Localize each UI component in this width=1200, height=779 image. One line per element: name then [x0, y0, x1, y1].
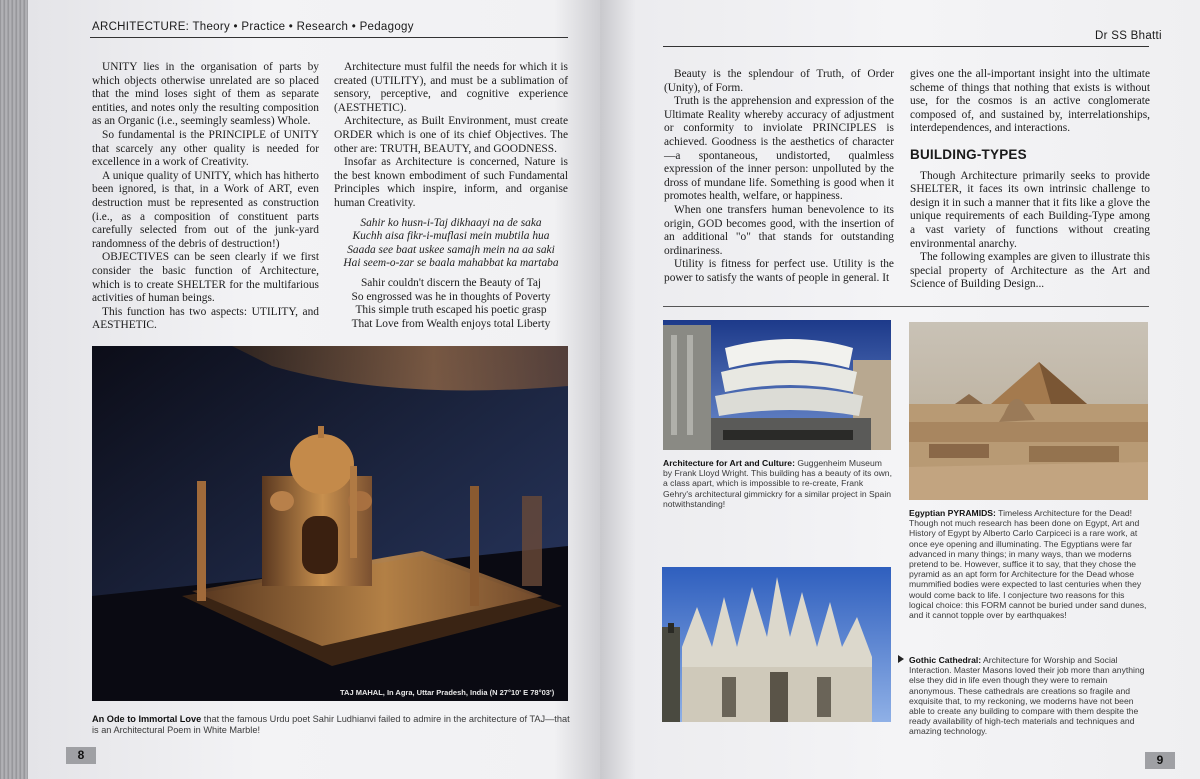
- guggenheim-caption: [663, 458, 893, 509]
- caption-bold: Gothic Cathedral:: [909, 655, 982, 665]
- paragraph: So fundamental is the PRINCIPLE of UNITY that scarcely any other quality is needed for excellence in a work of Creativity.: [92, 128, 319, 169]
- verse-line: Kuchh aisa fikr-i-muflasi mein mubtila hua: [352, 230, 550, 243]
- verse-line: That Love from Wealth enjoys total Liberty: [351, 317, 551, 330]
- caption-text: Guggenheim Museum by Frank Lloyd Wright. This building has a beauty of its own, a class apart, which is impossible to re-create, Frank Gehry's architectural gimmickry for a similar project in Spain notwithstanding!: [663, 458, 892, 509]
- paragraph: A unique quality of UNITY, which has hitherto been ignored, is that, in a Work of ART, even destruction must be represented as construction (i.e., as a composition of constituent parts carefully selected from out of the junk-yard randomness of the debris of destruction!): [92, 169, 319, 250]
- english-verse: [334, 277, 568, 331]
- guggenheim-photo: [663, 320, 891, 450]
- verse-line: Hai seem-o-zar se baala mahabbat ka martaba: [343, 257, 559, 270]
- pyramids-caption: [909, 508, 1149, 620]
- paragraph: OBJECTIVES can be seen clearly if we first consider the basic function of Architecture, which is to create SHELTER for the multifarious activities of human beings.: [92, 251, 319, 305]
- taj-mahal-photo: [92, 346, 568, 701]
- right-head-rule: [663, 46, 1149, 47]
- paragraph: Utility is fitness for perfect use. Utility is the power to satisfy the wants of people in general. It: [664, 258, 894, 284]
- gothic-caption: [909, 655, 1149, 737]
- section-divider: [663, 306, 1149, 307]
- caption-text: Timeless Architecture for the Dead! Though not much research has been done on Egypt, Art and History of Egypt by Alberto Carlo Carpiceci is a rare work, at once eye opening and illuminating. The Egyptians were far advanced in many things; in many ways, than we moderns pretend to be. However, suffice it to say, that they chose the pyramid as an apt form for Architecture for the Dead whose mummified bodies were expected to last centuries when they would come back to life. I conjecture two reasons for this logical choice: this FORM cannot be buried under sand dunes, and it cannot topple over by earthquakes!: [909, 508, 1147, 621]
- section-heading: BUILDING-TYPES: [910, 146, 1027, 162]
- urdu-verse: [334, 217, 568, 271]
- paragraph: Architecture must fulfil the needs for which it is created (UTILITY), and must be a sublimation of sensory, perceptive, and cognitive experience (AESTHETIC).: [334, 61, 568, 114]
- gothic-cathedral-photo: [662, 567, 891, 722]
- paragraph: UNITY lies in the organisation of parts by which objects otherwise unrelated are so placed that the mind loses sight of them as separate entities, and notes only the resulting composition as an Organic (i.e., seemingly seamless) Whole.: [92, 61, 319, 128]
- caption-bold: Architecture for Art and Culture:: [663, 458, 795, 468]
- taj-caption: [92, 714, 570, 736]
- right-running-head: Dr SS Bhatti: [1095, 30, 1162, 42]
- verse-line: This simple truth escaped his poetic grasp: [355, 304, 547, 317]
- paragraph: This function has two aspects: UTILITY, and AESTHETIC.: [92, 305, 319, 332]
- paragraph: Architecture, as Built Environment, must create ORDER which is one of its chief Objectives. The other are: TRUTH, BEAUTY, and GOODNESS.: [334, 115, 568, 155]
- caption-pointer-icon: [898, 655, 904, 663]
- paragraph: When one transfers human benevolence to its origin, GOD becomes good, with the insertion of an additional "o" that stands for outstanding ordinariness.: [664, 203, 894, 257]
- left-column-2: [334, 61, 568, 331]
- right-page-number: 9: [1145, 752, 1175, 769]
- right-column-2: [910, 68, 1150, 292]
- verse-line: Saada see baat uskee samajh mein na aa saki: [347, 243, 555, 256]
- left-column-1: [92, 61, 319, 333]
- caption-text: that the famous Urdu poet Sahir Ludhianvi failed to admire in the architecture of TAJ—that is an Architectural Poem in White Marble!: [92, 714, 570, 735]
- verse-line: So engrossed was he in thoughts of Poverty: [351, 290, 551, 303]
- verse-line: Sahir ko husn-i-Taj dikhaayi na de saka: [360, 216, 542, 229]
- caption-text: Architecture for Worship and Social Interaction. Master Masons loved their job more than anything else they did in life even though they were to remain anonymous. These cathedrals are creations so fragile and exquisite that, to my reckoning, we moderns have not been able to create any building to compare with them despite the ready availability of high-tech materials and techniques and amazing technology.: [909, 655, 1145, 737]
- paragraph: Truth is the apprehension and expression of the Ultimate Reality whereby accuracy of adjustment or conformity to inviolate PRINCIPLES is achieved. Goodness is the aesthetics of character—a spontaneous, undistorted, qualmless expression of the inner person: unpolluted by the dross of mundane life. Something is good when it promotes health, welfare, or happiness.: [664, 95, 894, 203]
- paragraph: gives one the all-important insight into the ultimate scheme of things that nothing that exists is without use, for the cosmos is an active conglomerate composed of, and sustained by, interrelationships, interdependences, and interactions.: [910, 68, 1150, 135]
- verse-line: Sahir couldn't discern the Beauty of Taj: [360, 276, 542, 289]
- taj-photo-label: TAJ MAHAL, In Agra, Uttar Pradesh, India (N 27°10' E 78°03'): [340, 688, 555, 697]
- paragraph: Beauty is the splendour of Truth, of Order (Unity), of Form.: [664, 68, 894, 94]
- paragraph: Insofar as Architecture is concerned, Nature is the best known embodiment of such Fundamental Principles which inspire, inform, and organise human Creativity.: [334, 156, 568, 209]
- caption-bold: Egyptian PYRAMIDS:: [909, 508, 996, 518]
- left-head-rule: [90, 37, 568, 38]
- left-page-number: 8: [66, 747, 96, 764]
- right-column-1: [664, 68, 894, 286]
- paragraph: Though Architecture primarily seeks to provide SHELTER, it faces its own intrinsic challenge to design it in such a manner that it fits like a glove the unique requirements of each Building-Type among a vast variety of functions without creating environmental anarchy.: [910, 169, 1150, 250]
- left-running-head: ARCHITECTURE: Theory • Practice • Research • Pedagogy: [92, 21, 414, 33]
- caption-bold: An Ode to Immortal Love: [92, 714, 202, 724]
- book-page-edges: [0, 0, 28, 779]
- paragraph: The following examples are given to illustrate this special property of Architecture as the Art and Science of Building Design...: [910, 251, 1150, 291]
- pyramids-photo: [909, 322, 1148, 500]
